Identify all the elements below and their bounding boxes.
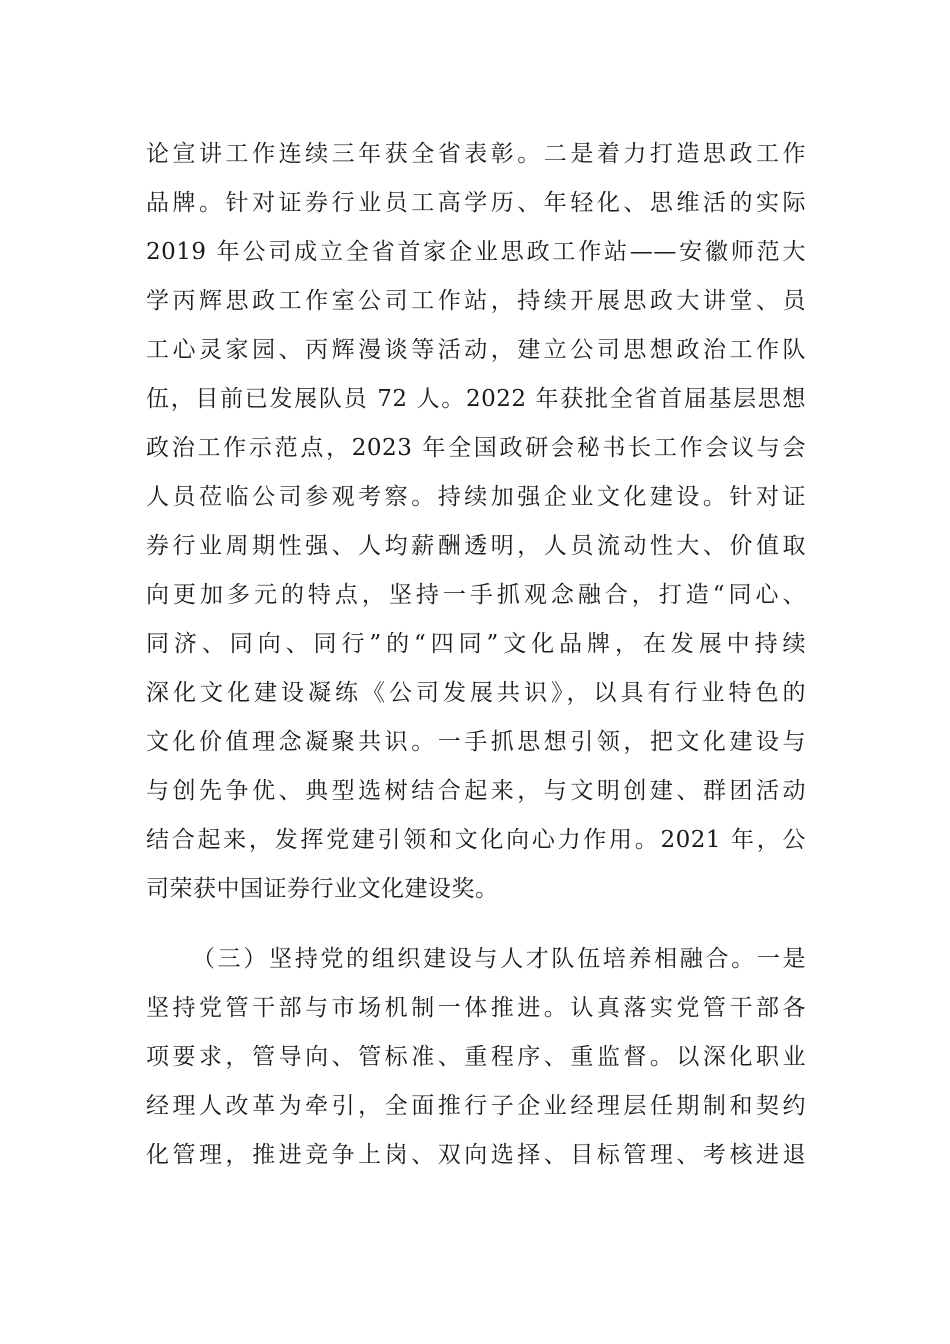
text-line: 司荣获中国证券行业文化建设奖。 (146, 876, 499, 902)
text-line: 同济、同向、同行”的“四同”文化品牌，在发展中持续 (146, 631, 806, 657)
text-line: 学丙辉思政工作室公司工作站，持续开展思政大讲堂、员 (146, 288, 806, 314)
text-line: 文化价值理念凝聚共识。一手抓思想引领，把文化建设与 (146, 729, 806, 755)
text-line: 政治工作示范点，2023 年全国政研会秘书长工作会议与会 (146, 435, 806, 461)
text-line: 品牌。针对证券行业员工高学历、年轻化、思维活的实际 (146, 190, 806, 216)
text-line: （三）坚持党的组织建设与人才队伍培养相融合。一是 (192, 946, 806, 972)
paragraph-organization-talent (146, 935, 806, 1180)
text-line: 人员莅临公司参观考察。持续加强企业文化建设。针对证 (146, 484, 806, 510)
text-line: 论宣讲工作连续三年获全省表彰。二是着力打造思政工作 (146, 141, 806, 167)
text-line: 券行业周期性强、人均薪酬透明，人员流动性大、价值取 (146, 533, 806, 559)
text-line: 伍，目前已发展队员 72 人。2022 年获批全省首届基层思想 (146, 386, 806, 412)
text-line: 深化文化建设凝练《公司发展共识》，以具有行业特色的 (146, 680, 806, 706)
text-line: 向更加多元的特点，坚持一手抓观念融合，打造“同心、 (146, 582, 806, 608)
text-line: 项要求，管导向、管标准、重程序、重监督。以深化职业 (146, 1044, 806, 1070)
text-line: 2019 年公司成立全省首家企业思政工作站——安徽师范大 (146, 239, 806, 265)
text-line: 经理人改革为牵引，全面推行子企业经理层任期制和契约 (146, 1093, 806, 1119)
text-line: 工心灵家园、丙辉漫谈等活动，建立公司思想政治工作队 (146, 337, 806, 363)
paragraph-ideology-culture (146, 130, 806, 914)
text-line: 化管理，推进竞争上岗、双向选择、目标管理、考核进退 (146, 1142, 806, 1168)
text-line: 与创先争优、典型选树结合起来，与文明创建、群团活动 (146, 778, 806, 804)
text-line: 坚持党管干部与市场机制一体推进。认真落实党管干部各 (146, 995, 806, 1021)
text-line: 结合起来，发挥党建引领和文化向心力作用。2021 年，公 (146, 827, 806, 853)
